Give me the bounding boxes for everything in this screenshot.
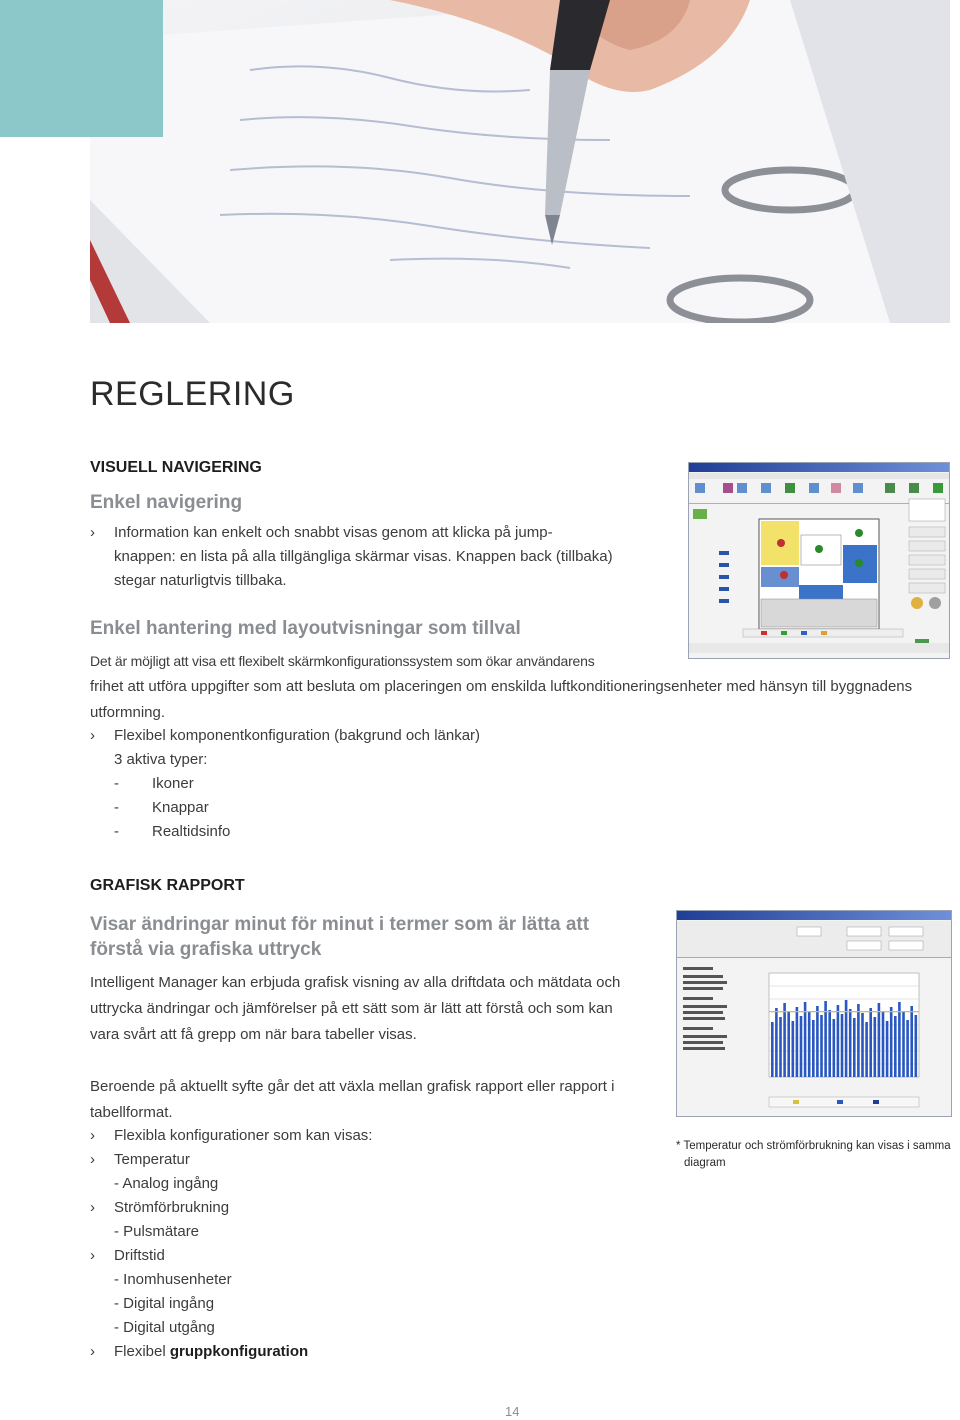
footnote-line: diagram <box>684 1157 726 1169</box>
paragraph-line: Det är möjligt att visa ett flexibelt skärmkonfigurationssystem som ökar användarens <box>90 653 595 669</box>
page-number: 14 <box>505 1404 520 1419</box>
footnote-line: * Temperatur och strömförbrukning kan visas i samma <box>676 1140 951 1152</box>
paragraph-line: uttrycka ändringar och jämförelser på ett sätt som är lätt att förstå och som kan <box>90 1000 613 1017</box>
report-bar <box>902 1011 905 1077</box>
report-bar <box>890 1007 893 1077</box>
report-bar <box>906 1020 909 1077</box>
bullet-marker: › <box>90 1247 95 1264</box>
report-bar <box>792 1021 795 1077</box>
subheading-easy-navigation: Enkel navigering <box>90 492 243 513</box>
subheading-layout-views: Enkel hantering med layoutvisningar som tillval <box>90 618 521 639</box>
list-item: - Digital utgång <box>114 1319 215 1336</box>
subheading-graphic-report <box>90 912 589 962</box>
list-item: Flexibel komponentkonfiguration (bakgrund och länkar) <box>114 727 481 744</box>
bullet-text-line: Information kan enkelt och snabbt visas genom att klicka på jump- <box>114 524 553 541</box>
report-bar <box>865 1022 868 1077</box>
graphical-report-screenshot <box>676 910 952 1117</box>
report-bar <box>857 1004 860 1077</box>
list-item: Realtidsinfo <box>152 823 231 840</box>
report-bar <box>787 1012 790 1077</box>
list-item: 3 aktiva typer: <box>114 751 208 768</box>
list-item <box>114 1340 308 1364</box>
paragraph-line: frihet att utföra uppgifter som att besluta om placeringen om enskilda luftkonditioneringsenheter med hänsyn till byggnadens <box>90 678 913 695</box>
dash-marker: - <box>114 775 119 792</box>
report-bar <box>849 1009 852 1077</box>
section-heading-graphic-report: GRAFISK RAPPORT <box>90 877 245 894</box>
footnote-temperature-power <box>676 1138 958 1172</box>
report-bar <box>804 1002 807 1077</box>
report-bar <box>816 1006 819 1077</box>
list-item: Strömförbrukning <box>114 1199 230 1216</box>
list-item: Knappar <box>152 799 209 816</box>
report-bar <box>882 1012 885 1077</box>
list-item: - Pulsmätare <box>114 1223 200 1240</box>
report-bar <box>820 1015 823 1077</box>
bullet-marker: › <box>90 1199 95 1216</box>
subheading-line: Visar ändringar minut för minut i termer som är lätta att <box>90 914 590 935</box>
report-bar <box>808 1011 811 1077</box>
report-bar <box>837 1005 840 1077</box>
report-bar <box>886 1021 889 1077</box>
list-item: Temperatur <box>114 1151 190 1168</box>
report-bar <box>861 1013 864 1077</box>
list-item: - Analog ingång <box>114 1175 219 1192</box>
paragraph-graphic-display <box>90 971 650 1047</box>
list-item: Driftstid <box>114 1247 165 1264</box>
report-bar <box>874 1017 877 1077</box>
bullet-marker: › <box>90 1127 95 1144</box>
report-bar <box>800 1016 803 1077</box>
report-bar <box>775 1008 778 1077</box>
list-item-text: Flexibel <box>114 1343 170 1360</box>
bullet-marker: › <box>90 1151 95 1168</box>
bullet-marker: › <box>90 524 95 541</box>
paragraph-layout <box>90 649 950 725</box>
list-item: Flexibla konfigurationer som kan visas: <box>114 1127 373 1144</box>
report-bar <box>779 1017 782 1077</box>
report-bar <box>853 1018 856 1077</box>
list-item: Ikoner <box>152 775 194 792</box>
dash-marker: - <box>114 799 119 816</box>
paragraph-line: Intelligent Manager kan erbjuda grafisk visning av alla driftdata och mätdata och <box>90 974 621 991</box>
list-item: - Digital ingång <box>114 1295 215 1312</box>
report-bar <box>796 1007 799 1077</box>
layout-manager-screenshot <box>688 462 950 659</box>
paragraph-line: vara svårt att få grepp om när bara tabeller visas. <box>90 1026 417 1043</box>
paragraph-line: tabellformat. <box>90 1104 173 1121</box>
report-bar <box>824 1001 827 1077</box>
report-bar <box>833 1019 836 1077</box>
report-bar <box>812 1020 815 1077</box>
report-bar <box>841 1014 844 1077</box>
report-bar <box>898 1002 901 1077</box>
report-bar <box>915 1015 918 1077</box>
report-bar <box>869 1008 872 1077</box>
header-photo-pen-and-notebook <box>90 0 950 323</box>
report-bar <box>828 1010 831 1077</box>
page-title: REGLERING <box>90 375 295 413</box>
paragraph-switch-views <box>90 1075 650 1125</box>
bullet-marker: › <box>90 727 95 744</box>
report-bar <box>783 1003 786 1077</box>
report-bar <box>910 1006 913 1077</box>
paragraph-line: Beroende på aktuellt syfte går det att växla mellan grafisk rapport eller rapport i <box>90 1078 615 1095</box>
subheading-line: förstå via grafiska uttryck <box>90 939 322 960</box>
paragraph-line: utformning. <box>90 704 166 721</box>
report-bar <box>878 1003 881 1077</box>
list-item-bold-text: gruppkonfiguration <box>169 1343 309 1360</box>
teal-accent-block <box>0 0 163 137</box>
section-heading-visual-navigation: VISUELL NAVIGERING <box>90 459 262 476</box>
bullet-text-line: stegar naturligtvis tillbaka. <box>114 572 287 589</box>
bullet-marker: › <box>90 1343 95 1360</box>
dash-marker: - <box>114 823 119 840</box>
list-item: - Inomhusenheter <box>114 1271 232 1288</box>
bullet-text-line: knappen: en lista på alla tillgängliga skärmar visas. Knappen back (tillbaka) <box>114 548 613 565</box>
report-bar <box>771 1022 774 1077</box>
report-bar <box>894 1016 897 1077</box>
